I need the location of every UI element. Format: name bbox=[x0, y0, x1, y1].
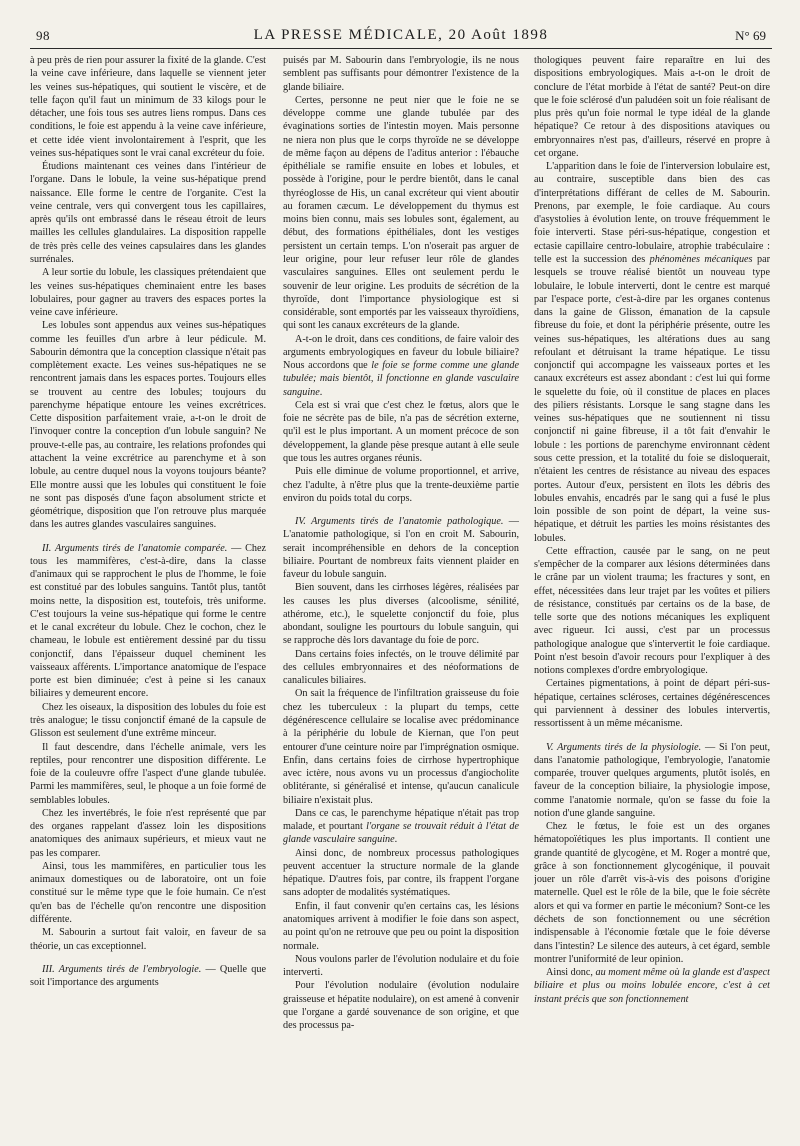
paragraph-text: Chez les invertébrés, le foie n'est représenté que par des organes rappelant d'assez loin les dispositions anatomiques des animaux supérieurs, et mieux vaut ne pas les comparer. bbox=[30, 807, 266, 859]
paragraph bbox=[283, 953, 519, 980]
paragraph-text: A-t-on le droit, dans ces conditions, de faire valoir des arguments embryologiques en faveur du lobule biliaire? Nous accordons que bbox=[283, 333, 519, 372]
paragraph bbox=[30, 807, 266, 860]
page-header bbox=[30, 22, 772, 49]
paragraph-text: Pour l'évolution nodulaire (évolution nodulaire graisseuse et hépatite nodulaire), on est amené à convenir que l'organe a gardé souvenance de son origine, et que des processus pa- bbox=[283, 980, 519, 1032]
paragraph bbox=[283, 900, 519, 953]
paragraph bbox=[283, 54, 519, 94]
paragraph-text: . bbox=[319, 386, 323, 398]
paragraph bbox=[30, 160, 266, 266]
paragraph-text: Chez le fœtus, le foie est un des organes hématopoïétiques les plus importants. Il contient une grande quantité de glycogène, et M. Roger a montré que, grâce à son fonctionnement glycogénique, il pouvait jouer un rôle d'arrêt vis-à-vis des poisons d'origine maternelle. Quel est le rôle de la bile, que le foie sécrète alors et qui va former en partie le méconium? Sont-ce les déchets de son fonctionnement ou une sécrétion indispensable à l'économie fœtale que le foie déverse dans l'intestin? Le silence des auteurs, à cet égard, semble montrer l'uniformité de leur opinion. bbox=[534, 821, 770, 965]
text-column-3 bbox=[534, 54, 770, 1130]
text-column-2 bbox=[283, 54, 519, 1130]
section-heading: V. Arguments tirés de la physiologie. bbox=[546, 741, 702, 753]
paragraph bbox=[534, 545, 770, 678]
paragraph bbox=[30, 926, 266, 953]
paragraph-text: Certaines pigmentations, à point de départ péri-sus-hépatique, certaines scléroses, certaines dégénérescences qui parviennent à dessiner des lobules intervertis, ressortissent à un même mécanisme. bbox=[534, 678, 770, 730]
paragraph-text: Nous voulons parler de l'évolution nodulaire et du foie interverti. bbox=[283, 953, 519, 979]
paragraph-text: . bbox=[394, 834, 398, 846]
paragraph-text: Enfin, il faut convenir qu'en certains cas, les lésions anatomiques arrivent à modifier le foie dans son aspect, au point qu'on ne retrouve que peu ou point la disposition normale. bbox=[283, 900, 519, 952]
paragraph bbox=[30, 54, 266, 160]
paragraph bbox=[30, 266, 266, 319]
paragraph bbox=[283, 979, 519, 1032]
paragraph-text: par lesquels se trouve réalisé bientôt un nouveau type lobulaire, le lobule interverti, dont le centre est marqué par l'espace porte, c'est-à-dire par les organes contenus dans la gaine de Glisson, émanation de la capsule fibreuse du foie, et dont la périphérie présente, outre les veines sus-hépatiques, les altérations dues au sang refoulant et détruisant la trame hépatique. Le tissu conjonctif qui accompagne les vaisseaux portes et les canaux excréteurs est assez abondant : c'est lui qui forme le squelette du foie, où il constitue de places en places des piliers résistants. Lorsque le sang stagne dans les veines sus-hépatiques que ne soutiennent ni tissu conjonctif ni gaine fibreuse, il a tôt fait d'envahir le lobule : les portions de parenchyme environnant cèdent sous cette pression, et la totalité du foie se disloquerait, n'étaient les centres de résistance au niveau des espaces portes. Autour d'eux, persistent en îlots les débris des lobules envahis, encadrés par le sang qui a fusé le plus loin possible de son point de départ, la veine sus-hépatique, et détruit les parties les moins résistantes des lobules. bbox=[534, 253, 770, 544]
journal-title: LA PRESSE MÉDICALE, 20 Août 1898 bbox=[253, 27, 549, 43]
paragraph bbox=[534, 677, 770, 730]
paragraph-text: Bien souvent, dans les cirrhoses légères, réalisées par les causes les plus diverses (alcoolisme, sénilité, athérome, etc.), le squelette conjonctif du foie, plus abondant, souligne les pourtours du lobule sanguin, qui se rapproche dès lors davantage du foie de porc. bbox=[283, 582, 519, 647]
paragraph-text: Étudions maintenant ces veines dans l'intérieur de l'organe. Dans le lobule, la veine sus-hépatique prend naissance. Elle forme le centre de l'organite. C'est la veine centrale, vers qui convergent tous les capillaires, après qu'ils ont embrassé dans le réseau étroit de leurs mailles les cellules glandulaires. La disposition rappelle de très près celle des veines capsulaires dans les glandes surrénales. bbox=[30, 161, 266, 265]
paragraph-text: Il faut descendre, dans l'échelle animale, vers les reptiles, pour rencontrer une disposition différente. Le foie de la couleuvre offre l'aspect d'une glande tubulée. Parmi les mammifères, seul, le phoque a un foie formé de semblables lobules. bbox=[30, 741, 266, 806]
paragraph-text: — Quelle que soit l'importance des arguments bbox=[30, 963, 266, 989]
paragraph bbox=[30, 860, 266, 926]
paragraph-text: — Si l'on peut, dans l'anatomie pathologique, l'embryologie, l'anatomie comparée, trouver quelques arguments, plutôt isolés, en faveur de la conception biliaire, la physiologie impose, comme l'anatomie normale, qu'on se fasse du foie la notion d'une glande sanguine. bbox=[534, 741, 770, 819]
paragraph-text: Dans certains foies infectés, on le trouve délimité par des cellules embryonnaires et des néoformations de canalicules biliaires. bbox=[283, 648, 519, 687]
paragraph bbox=[283, 333, 519, 399]
paragraph-text: Ainsi donc, de nombreux processus pathologiques peuvent accentuer la structure normale de la glande hépatique. D'autres fois, par contre, ils frappent l'organe sans adopter de modalités systématiques. bbox=[283, 847, 519, 899]
paragraph-text: — L'anatomie pathologique, si l'on en croit M. Sabourin, serait incompréhensible en dehors de la conception biliaire. Pourtant de nombreux faits viennent plaider en faveur du lobule sanguin. bbox=[283, 516, 519, 581]
paragraph-text: Puis elle diminue de volume proportionnel, et arrive, chez l'adulte, à n'être plus que la trente-deuxième partie environ du poids total du corps. bbox=[283, 466, 519, 504]
paragraph bbox=[534, 966, 770, 1006]
paragraph-text: On sait la fréquence de l'infiltration graisseuse du foie chez les tuberculeux : la plupart du temps, cette dégénérescence cellulaire se localise avec prédominance à la périphérie du lobule de Kiernan, que l'on peut entourer d'une ceinture noire par l'imprégnation osmique. Enfin, dans certains foies de cirrhose hypertrophique avec ictère, nous avons vu un processus d'angiocholite oblitérante, si généralisé et intense, qu'aucun canalicule biliaire n'existait plus. bbox=[283, 688, 519, 806]
paragraph bbox=[534, 160, 770, 545]
section-paragraph bbox=[534, 741, 770, 821]
paragraph-text: Certes, personne ne peut nier que le foie ne se développe comme une glande tubulée par des évaginations sorties de l'intestin moyen. Mais personne ne niera non plus que le corps thyroïde ne se développe de même façon au dépens de l'aditus anterior : l'ébauche épithéliale se ramifie ensuite en lobes et lobules, et possède à l'origine, pour le perdre bientôt, dans le canal thyréoglosse de His, un canal excréteur qui vient aboutir au foramen cæcum. Le développement du thymus est moins bien connu, mais ses lobules sont, également, au début, des formations épithéliales, dont les vestiges persistent un certain temps. L'on n'oserait pas arguer de leur origine, pour leur refuser leur rôle de glandes vasculaires sanguines. Elles ont seulement perdu le souvenir de leur origine. Les produits de sécrétion de la thyroïde, dont l'importance physiologique est si considérable, sont emportés par les vaisseaux thyroïdiens, qui sont les canaux excréteurs de la glande. bbox=[283, 94, 519, 332]
italic-text: l'organe se trouvait réduit à l'état de glande vasculaire sanguine bbox=[283, 821, 519, 846]
section-heading: III. Arguments tirés de l'embryologie. bbox=[42, 963, 202, 975]
paragraph bbox=[283, 581, 519, 647]
paragraph-text: Les lobules sont appendus aux veines sus-hépatiques comme les feuilles d'un arbre à leur pédicule. M. Sabourin démontra que la conception classique n'était pas complètement exacte. Les veines sus-hépatiques ne se rencontrent jamais dans les espaces portes. Toujours elles se trouvent au centre des lobules; toujours du parenchyme hépatique entoure les veines excrétrices. Cette disposition parfaitement vraie, a-t-on le droit de l'invoquer contre la conception d'un lobule sanguin? Ne prouve-t-elle pas, au contraire, les relations profondes qui attachent la veine excrétrice au parenchyme et à son lobule, au centre duquel nous la voyons toujours béante? Elle montre aussi que les lobules qui constituent le foie ne sont pas disposés d'une façon absolument stricte et géométrique, disposition que l'on retrouve plus marquée dans les autres glandes vasculaires sanguines. bbox=[30, 320, 266, 531]
paragraph-text: puisés par M. Sabourin dans l'embryologie, ils ne nous semblent pas suffisants pour démontrer l'existence de la glande biliaire. bbox=[283, 55, 519, 93]
page-number: 98 bbox=[36, 28, 50, 43]
paragraph-text: Dans ce cas, le parenchyme hépatique n'était pas trop malade, et pourtant bbox=[283, 807, 519, 833]
italic-text: le foie se forme comme une glande tubulée; mais bientôt, il fonctionne en glande vasculaire sanguine bbox=[283, 360, 519, 398]
paragraph bbox=[534, 820, 770, 966]
italic-text: phénomènes mécaniques bbox=[649, 253, 753, 265]
paragraph-text: à peu près de rien pour assurer la fixité de la glande. C'est la veine cave inférieure, dans laquelle se viennent jeter les veines sus-hépatiques, qui soutient le viscère, et de telle façon qu'il faut un minimum de 33 kilogs pour le détacher, une fois tous ses autres liens rompus. Dans ces conditions, le foie est appendu à la veine cave inférieure, et cette idée vient involontairement à l'esprit, que les veines sus-hépatiques sont le vrai canal excréteur du foie. bbox=[30, 55, 266, 159]
paragraph-text: Ainsi, tous les mammifères, en particulier tous les animaux domestiques ou de laboratoire, ont un foie constitué sur le même type que le foie humain. Ce n'est qu'en bas de l'échelle qu'on rencontre une disposition différente. bbox=[30, 860, 266, 925]
section-paragraph bbox=[283, 515, 519, 581]
section-paragraph bbox=[30, 963, 266, 990]
paragraph bbox=[30, 319, 266, 531]
text-column-1 bbox=[30, 54, 266, 1130]
paragraph-text: Cette effraction, causée par le sang, on ne peut s'empêcher de la comparer aux lésions déterminées dans le crâne par un violent trauma; les fractures y sont, en effet, nécessitées dans leur trajet par les voûtes et piliers de résistance, constitués par certains os de la base, de telle sorte que des notions mécaniques les expliquent avec rigueur. Ici aussi, c'est par un processus pathologique analogue que s'intervertit le foie cardiaque. Point n'est besoin d'avoir recours pour l'expliquer à des notions complexes d'ordre embryologique. bbox=[534, 545, 770, 677]
section-heading: II. Arguments tirés de l'anatomie comparée. bbox=[42, 542, 228, 554]
paragraph bbox=[283, 94, 519, 333]
paragraph bbox=[283, 399, 519, 465]
paragraph bbox=[283, 648, 519, 688]
paragraph bbox=[283, 847, 519, 900]
italic-text: au moment même où la glande est d'aspect biliaire et plus ou moins lobulée encore, c'est à cet instant précis que son fonctionnement bbox=[534, 967, 770, 1005]
issue-number: N° 69 bbox=[735, 28, 766, 43]
paragraph-text: Ainsi donc, bbox=[546, 967, 596, 979]
section-paragraph bbox=[30, 542, 266, 701]
paragraph-text: A leur sortie du lobule, les classiques prétendaient que les veines sus-hépatiques cheminaient entre les bases lobulaires, pour gagner au travers des espaces portes la veine cave inférieure. bbox=[30, 267, 266, 319]
paragraph-text: L'apparition dans le foie de l'interversion lobulaire est, au contraire, susceptible dans bien des cas d'interprétations différant de celles de M. Sabourin. Prenons, par exemple, le foie cardiaque. Au cours d'asystolies à évolution lente, on trouve fréquemment le foie interverti. Stase péri-sus-hépatique, congestion et ectasie capillaire centro-lobulaire, atrophie trabéculaire : telle est la succession des bbox=[534, 161, 770, 265]
paragraph bbox=[283, 807, 519, 847]
paragraph-text: — Chez tous les mammifères, c'est-à-dire, dans la classe d'animaux qui se rapprochent le plus de l'homme, le foie est constitué par des lobules sanguins. Tantôt plus, tantôt moins nette, la disposition est, toutefois, très uniforme. C'est toujours la veine sus-hépatique qui forme le centre et le canal excréteur du lobule. Chez le cochon, chez le chameau, le lobule est entièrement dessiné par du tissu conjonctif, dans l'épaisseur duquel cheminent les vaisseaux afférents. L'importance anatomique de l'espace porte est bien diminuée; c'est à peine si les canaux biliaires y demeurent encore. bbox=[30, 542, 266, 700]
paragraph bbox=[283, 465, 519, 505]
section-heading: IV. Arguments tirés de l'anatomie pathologique. bbox=[295, 516, 504, 528]
paragraph bbox=[30, 701, 266, 741]
paragraph bbox=[534, 54, 770, 160]
paragraph-text: M. Sabourin a surtout fait valoir, en faveur de sa théorie, un cas exceptionnel. bbox=[30, 927, 266, 952]
paragraph bbox=[283, 687, 519, 806]
paragraph-text: Cela est si vrai que c'est chez le fœtus, alors que le foie ne sécrète pas de bile, n'a pas de sécrétion externe, qu'il est le plus important. A un moment précoce de son développement, la glande pèse presque autant à elle seule que tous les autres organes réunis. bbox=[283, 399, 519, 464]
paragraph-text: Chez les oiseaux, la disposition des lobules du foie est très analogue; le tissu conjonctif émané de la capsule de Glisson est seulement d'une extrême minceur. bbox=[30, 701, 266, 740]
paragraph bbox=[30, 741, 266, 807]
paragraph-text: thologiques peuvent faire reparaître en lui des dispositions embryologiques. Mais a-t-on le droit de conclure de l'état morbide à l'état de santé? Peut-on dire que le foie sclérosé d'un paludéen soit un foie réalisant de plus près qu'un foie normal le type idéal de la glande hépatique? Ce retour à des dispositions ataviques ou embryonnaires n'est pas, d'ailleurs, réservé en propre à cet organe. bbox=[534, 55, 770, 159]
